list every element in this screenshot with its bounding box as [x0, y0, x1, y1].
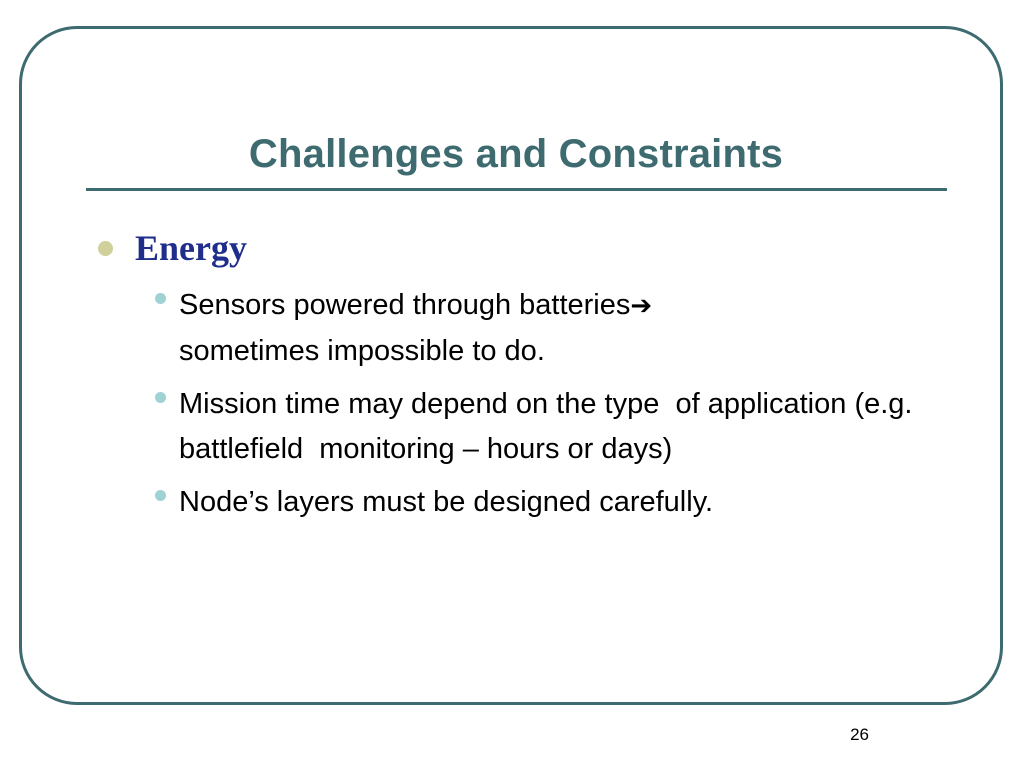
- title-underline: [86, 188, 947, 191]
- sub-bullet-text: Sensors powered through batteries: [179, 289, 631, 321]
- sub-bullet-item: [150, 382, 950, 472]
- sub-bullet-list: [150, 283, 950, 533]
- bullet-dot-icon: [98, 241, 113, 256]
- sub-bullet-dot-icon: [155, 392, 166, 403]
- sub-bullet-item: [150, 480, 950, 525]
- sub-bullet-dot-icon: [155, 293, 166, 304]
- sub-bullet-text: Node’s layers must be designed carefully.: [179, 486, 714, 518]
- page-number: 26: [850, 725, 869, 744]
- sub-bullet-dot-icon: [155, 490, 166, 501]
- sub-bullet-text: Mission time may depend on the type of application (e.g. battlefield monitoring – hours or days): [179, 388, 921, 465]
- right-arrow-icon: ➔: [630, 291, 653, 321]
- bullet-heading: Energy: [135, 228, 247, 268]
- sub-bullet-continuation: sometimes impossible to do.: [179, 335, 545, 367]
- bullet-energy: [98, 224, 247, 272]
- slide-title: Challenges and Constraints: [248, 132, 784, 176]
- sub-bullet-item: [150, 283, 950, 374]
